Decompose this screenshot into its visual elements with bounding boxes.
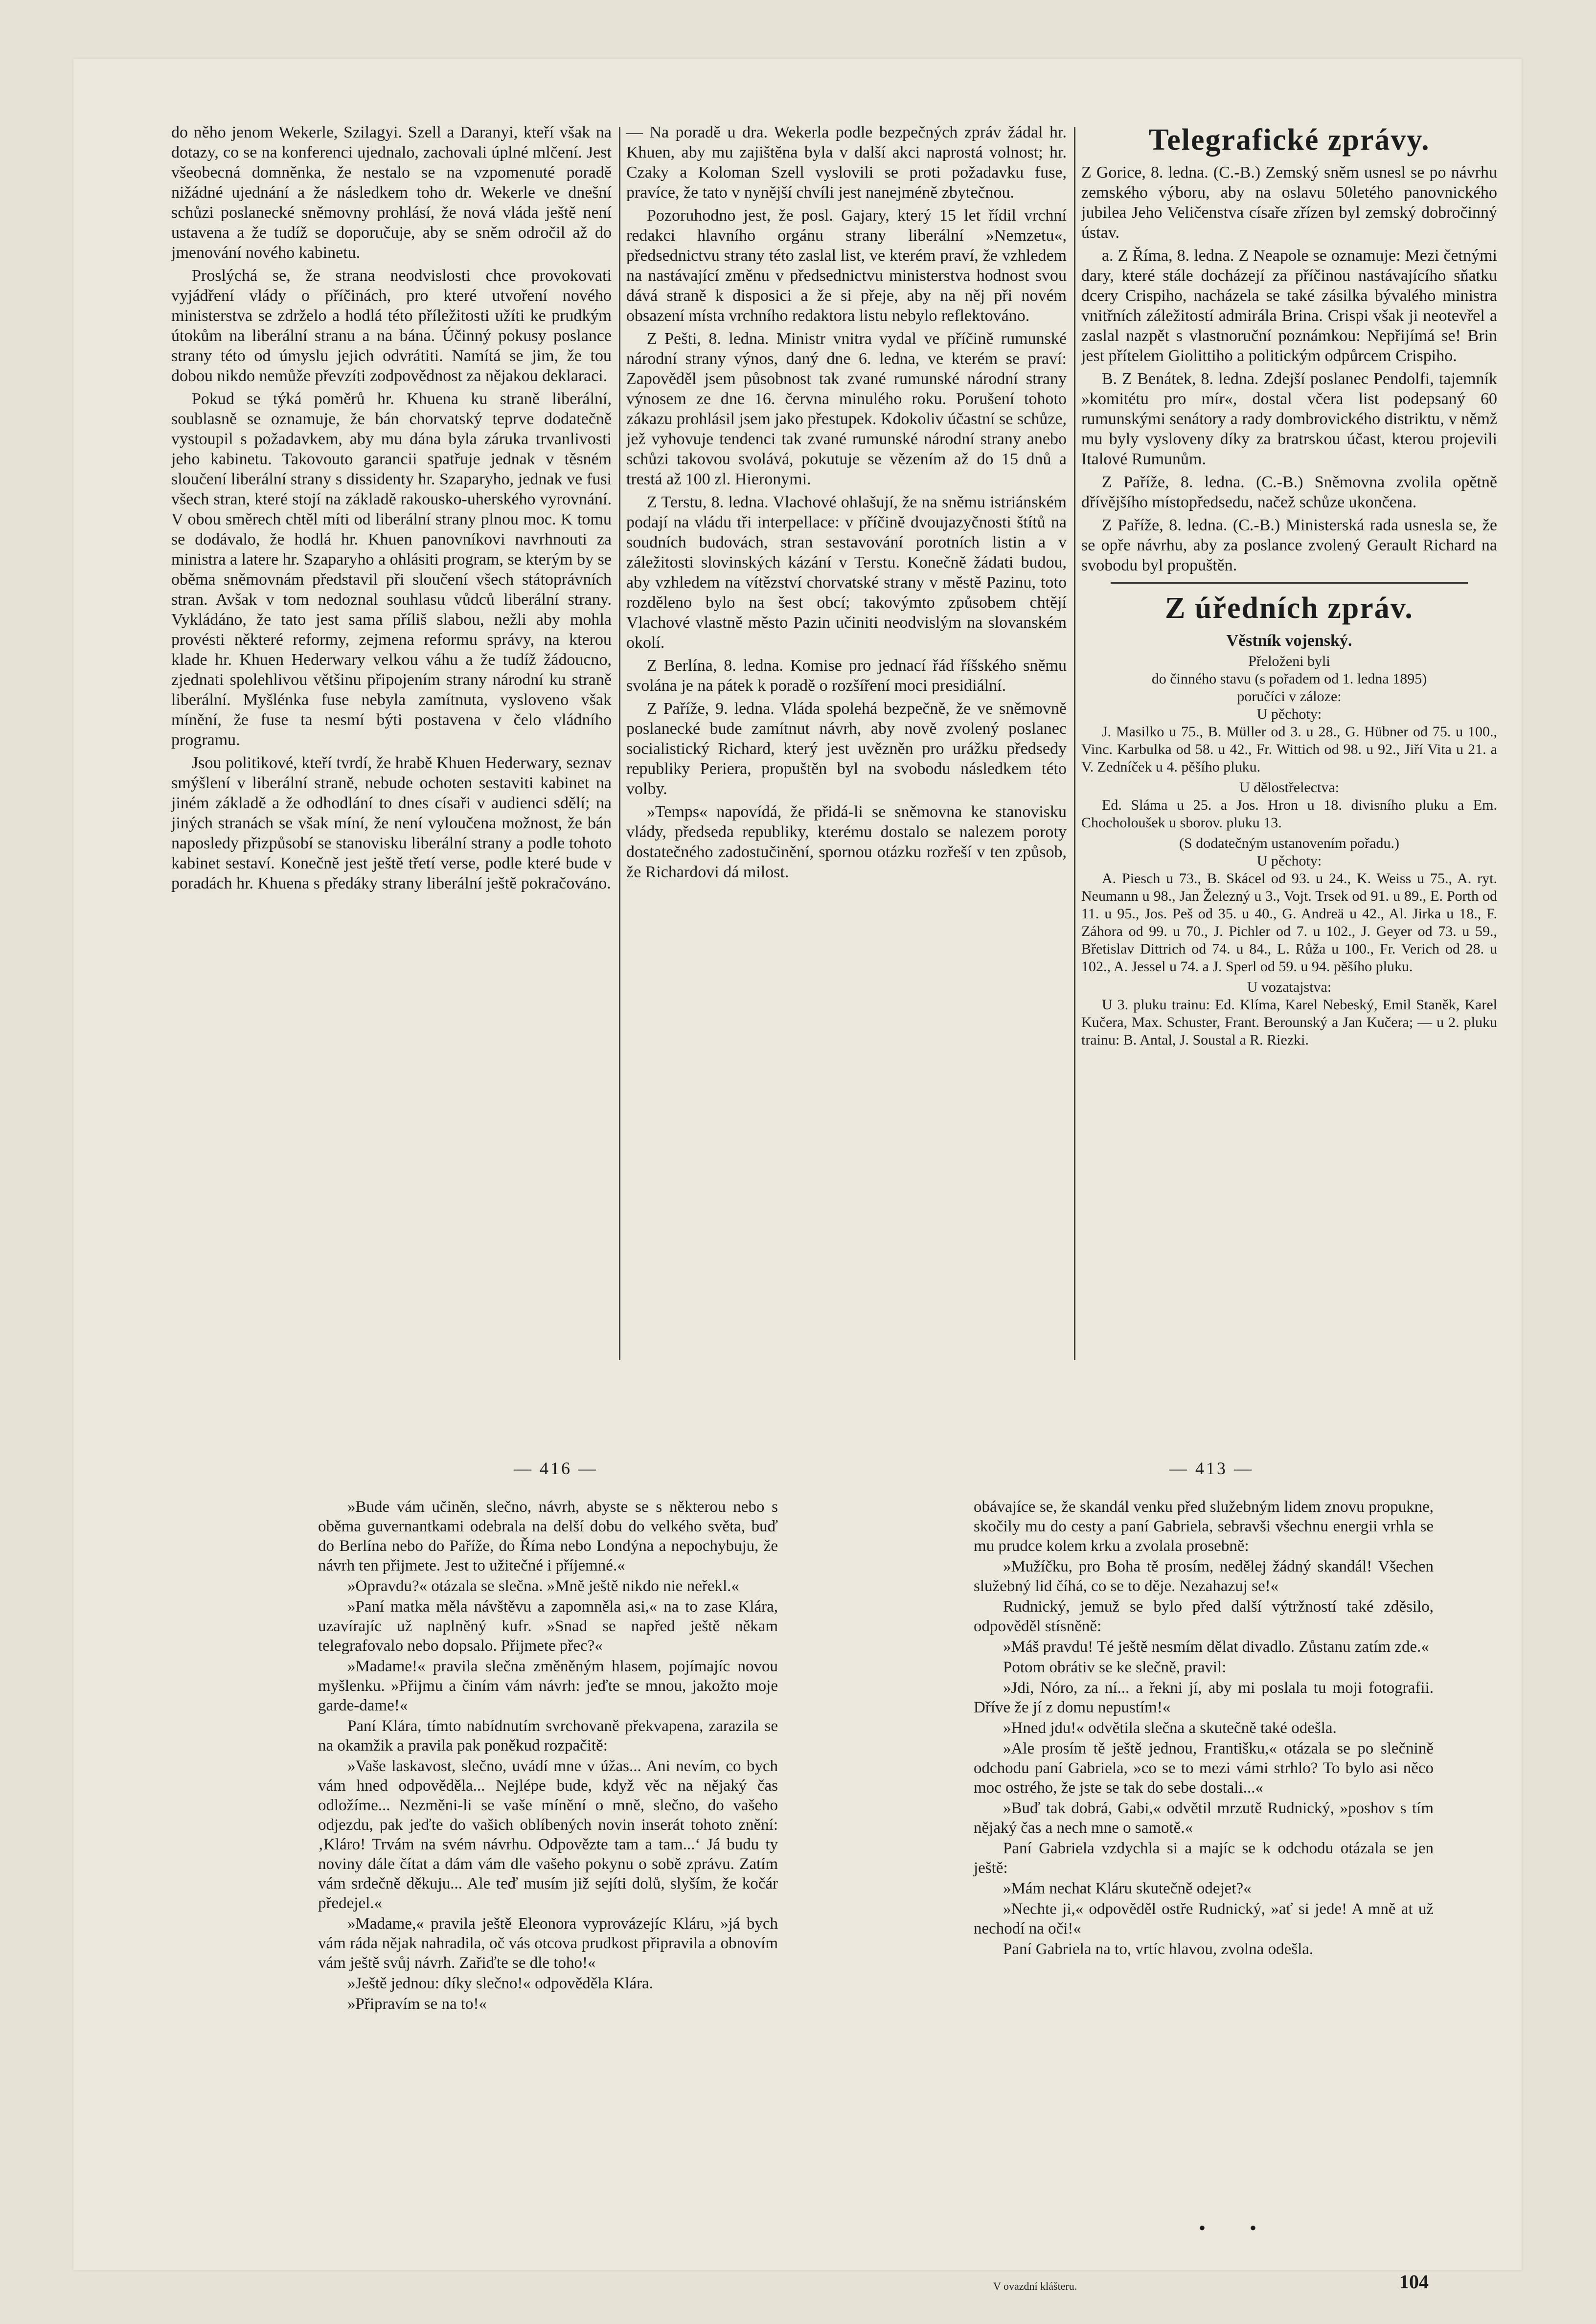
page-number-left: — 416 — [514,1458,598,1478]
story-paragraph: Paní Gabriela na to, vrtíc hlavou, zvolna odešla. [1003,1940,1314,1958]
roster-text: J. Masilko u 75., B. Müller od 3. u 28., G. Hübner od 75. u 100., Vinc. Karbulka od 58. u 42., Fr. Wittich od 98. u 92., Jiří Vita u 21. a V. Zedníček u 4. pěšího pluku. [1081,724,1497,775]
article-paragraph: do něho jenom Wekerle, Szilagyi. Szell a Daranyi, kteří však na dotazy, co se na konferenci ujednalo, zachovali úplné mlčení. Jest všeobecná domněnka, že nestalo se na vzpomenuté poradě nižádné ujednání a že následkem toho dr. Wekerle ve dnešní schůzi poslanecké sněmovny prohlásí, že nová vláda ještě není ustavena a že tudíž se doporučuje, aby se sněm odročil až do jmenování nového kabinetu. [171,123,612,262]
official-news-heading: Z úředních zpráv. [1165,592,1414,625]
roster-text: Ed. Sláma u 25. a Jos. Hron u 18. divisního pluku a Em. Chocholoušek u sborov. pluku 13. [1081,797,1497,831]
story-paragraph: »Hned jdu!« odvětila slečna a skutečně také odešla. [1003,1719,1337,1737]
transfer-intro: poručíci v záloze: [1237,688,1342,705]
story-paragraph: »Madame,« pravila ještě Eleonora vyprovázejíc Kláru, »já bych vám ráda nějak nahradila, oč vás otcova prudkost připravila a obnovím vám ještě svůj návrh. Zařiďte se dle toho!« [318,1915,778,1972]
article-paragraph: — Na poradě u dra. Wekerla podle bezpečných zpráv žádal hr. Khuen, aby mu zajištěna byla v další akci naprostá volnost; hr. Czaky a Koloman Szell vyslovili se proti požadavku fuse, pravíce, že tato v nynější chvíli jest nanejméně zbytečnou. [626,123,1067,202]
left-news-column [171,122,612,896]
roster-text: U 3. pluku trainu: Ed. Klíma, Karel Nebeský, Emil Staněk, Karel Kučera, Max. Schuster, Frant. Berounský a Jan Kučera; — u 2. pluku trainu: B. Antal, J. Soustal a R. Riezki. [1081,997,1497,1048]
telegraph-item: Z Gorice, 8. ledna. (C.-B.) Zemský sněm usnesl se po návrhu zemského výboru, aby na oslavu 50letého panovnického jubilea Jeho Veličenstva císaře zřízen byl zemský dobročinný ústav. [1081,163,1497,242]
transfer-intro: do činného stavu (s pořadem od 1. ledna 1895) [1151,671,1427,687]
section-divider [1111,582,1468,584]
article-paragraph: Jsou politikové, kteří tvrdí, že hrabě Khuen Hederwary, seznav smýšlení v liberální straně, nebude ochoten sestaviti kabinet na jiném základě a že odhodlání to dnes císaři v audienci sdělí; na jiných stranách se však míní, že není vyloučena možnost, že bán naposledy přizpůsobí se stanovisku liberální strany a podle tohoto kabinet sestaví. Konečně jest ještě třetí verse, podle které bude v poradách hr. Khuena s předáky strany liberální ještě pokračováno. [171,754,612,892]
story-paragraph: »Ještě jednou: díky slečno!« odpověděla Klára. [347,1975,653,1992]
story-paragraph: »Opravdu?« otázala se slečna. »Mně ještě nikdo nie neřekl.« [347,1577,739,1595]
story-paragraph: Potom obrátiv se ke slečně, pravil: [1003,1659,1227,1676]
story-paragraph: »Mám nechat Kláru skutečně odejet?« [1003,1880,1252,1897]
article-paragraph: Proslýchá se, že strana neodvislosti chce provokovati vyjádření vlády o příčinách, pro které utvoření nového ministerstva se zdrželo a hodlá této příležitosti užíti ke prudkým útokům na liberální stranu a na bána. Účinný pokusy poslance strany této od úmyslu jejich odvrátiti. Namítá se jim, že tou dobou nikdo nemůže převzíti zodpovědnost za nějakou deklaraci. [171,267,612,385]
story-paragraph: »Paní matka měla návštěvu a zapomněla asi,« na to zase Klára, uzavírajíc už naplněný kufr. »Snad se napřed ještě někam telegrafovalo nebo dopsalo. Přijmete přec?« [318,1598,778,1655]
ornament-dots: • • [1199,2217,1277,2239]
section-label: U pěchoty: [1256,706,1322,722]
serial-story-right [974,1497,1434,1960]
story-paragraph: Paní Klára, tímto nabídnutím svrchovaně překvapena, zarazila se na okamžik a pravila pak poněkud rozpačitě: [318,1717,778,1754]
story-paragraph: »Buď tak dobrá, Gabi,« odvětil mrzutě Rudnický, »poshov s tím nějaký čas a nech mne o samotě.« [974,1800,1434,1837]
folio-number: 104 [1399,2271,1429,2293]
story-paragraph: Rudnický, jemuž se bylo před další výtržností také zděsilo, odpověděl stísněně: [974,1598,1434,1635]
telegraph-item: Z Paříže, 8. ledna. (C.-B.) Sněmovna zvolila opětně dřívějšího místopředsedu, načež schůze ukončena. [1081,473,1497,511]
section-label: U pěchoty: [1256,853,1322,869]
story-paragraph: »Máš pravdu! Té ještě nesmím dělat divadlo. Zůstanu zatím zde.« [1003,1638,1429,1656]
page-number-right: — 413 — [1169,1458,1254,1478]
section-label: U dělostřelectva: [1239,779,1340,796]
article-paragraph: Z Terstu, 8. ledna. Vlachové ohlašují, že na sněmu istriánském podají na vládu tři interpellace: v příčině dvoujazyčnosti štítů na soudních budovách, stran sestavování porotních listin a v záležitosti slovinských kázání v Terstu. Konečně žádati budou, aby vzhledem na vítězství chorvatské strany v městě Pazinu, toto rozděleno bylo na šest obcí; takovýmto způsobem chtějí Vlachové vlastně město Pazin učiniti neodvislým na slovanském okolí. [626,493,1067,652]
story-paragraph: »Jdi, Nóro, za ní... a řekni jí, aby mi poslala tu moji fotografii. Dříve že jí z domu nepustím!« [974,1679,1434,1716]
column-divider [1074,127,1075,1360]
roster-text: A. Piesch u 73., B. Skácel od 93. u 24., K. Weiss u 75., A. ryt. Neumann u 98., Jan Železný u 3., Vojt. Trsek od 91. u 89., E. Porth od 11. u 95., Jos. Peš od 35. u 40., G. Andreä u 42., Al. Jirka u 18., F. Záhora od 99. u 70., J. Pichler od 7. u 102., J. Geyer od 73. u 59., Břetislav Dittrich od 74. u 84., L. Růža u 100., Fr. Verich od 28. u 102., A. Jessel u 74. a J. Sperl od 59. u 94. pěšího pluku. [1081,870,1497,975]
military-bulletin-subheading: Věstník vojenský. [1226,632,1352,650]
telegraph-heading: Telegrafické zprávy. [1148,123,1430,157]
telegraph-column [1081,122,1497,1052]
serial-story-left [318,1497,778,2015]
story-paragraph: Paní Gabriela vzdychla si a majíc se k odchodu otázala se jen ještě: [974,1840,1434,1877]
story-paragraph: »Ale prosím tě ještě jednou, Františku,« otázala se po slečnině odchodu paní Gabriela, »co se to mezi vámi strhlo? To bylo asi něco moc ostrého, že jste se tak do sebe dostali...« [974,1740,1434,1797]
article-paragraph: »Temps« napovídá, že přidá-li se sněmovna ke stanovisku vlády, předseda republiky, kterému dostalo se nalezem poroty dostatečného zadostučinění, spornou otázku rozřeší v ten způsob, že Richardovi dá milost. [626,803,1067,881]
telegraph-item: a. Z Říma, 8. ledna. Z Neapole se oznamuje: Mezi četnými dary, které stále docházejí za příčinou nastávajícího sňatku dcery Crispiho, nacházela se také zásilka bývalého ministra vnitřních záležitostí admirála Brina. Crispi však ji neotevřel a zaslal nazpět s vlastnoruční poznámkou: Nepřijímá se! Brin jest přítelem Giolittiho a politickým odpůrcem Crispiho. [1081,247,1497,365]
footer-note: V ovazdní klášteru. [993,2280,1077,2292]
article-paragraph: Z Paříže, 9. ledna. Vláda spolehá bezpečně, že ve sněmovně poslanecké bude zamítnut návrh, aby nově zvolený poslanec socialistický Richard, který jest uvězněn pro urážku předsedy republiky Periera, propuštěn byl na svobodu následkem této volby. [626,700,1067,798]
telegraph-item: B. Z Benátek, 8. ledna. Zdejší poslanec Pendolfi, tajemník »komitétu pro mír«, dostal včera list podepsaný 60 rumunskými senátory a rady dombrovického distriktu, v němž mu byly vysloveny díky za bratrskou účast, kterou projevili Italové Rumunům. [1081,370,1497,468]
story-paragraph: »Bude vám učiněn, slečno, návrh, abyste se s některou nebo s oběma guvernantkami odebrala na delší dobu do velkého světa, buď do Berlína nebo do Paříže, do Říma nebo Londýna a nepochybuju, že návrh ten přijmete. Jest to užitečné i příjemné.« [318,1498,778,1574]
roster-note: (S dodatečným ustanovením pořadu.) [1179,835,1399,851]
article-paragraph: Pokud se týká poměrů hr. Khuena ku straně liberální, soublasně se oznamuje, že bán chorvatský teprve dodatečně vystoupil s požadavkem, aby mu dána byla záruka trvanlivosti jeho kabinetu. Takovouto garancii spatřuje jednak v těsném sloučení liberální strany s dissidenty hr. Szaparyho, jednak ve fusi všech stran, které stojí na základě rakousko-uherského vyrovnání. V obou směrech chtěl míti od liberální strany plnou moc. K tomu se dodávalo, že hodlá hr. Khuen panovníkovi navrhnouti za ministra a latere hr. Szaparyho a ohlásiti program, se kterým by se oběma sněmovnám představil při sloučení všech státoprávních stran. Avšak v tom nedoznal souhlasu vůdců liberální strany. Vykládáno, že tato jest sama příliš slabou, nežli aby mohla provésti některé reformy, zejmena reformu správy, na kterou klade hr. Khuen Hederwary velkou váhu a že tudíž žádoucno, zjednati spolehlivou většinu připojením strany národní ku straně liberální. Myšlénka fuse nebyla zamítnuta, vysloveno však mínění, že fuse ta nesmí býti postavena v čelo vládního programu. [171,390,612,749]
transfer-intro: Přeloženi byli [1248,653,1330,669]
story-paragraph: »Připravím se na to!« [347,1995,487,2013]
column-divider [619,127,620,1360]
section-label: U vozatajstva: [1247,979,1332,995]
telegraph-item: Z Paříže, 8. ledna. (C.-B.) Ministerská rada usnesla se, že se opře návrhu, aby za poslance zvolený Gerault Richard na svobodu byl propuštěn. [1081,516,1497,574]
article-paragraph: Z Pešti, 8. ledna. Ministr vnitra vydal ve příčině rumunské národní strany výnos, daný dne 6. ledna, ve kterém se praví: Zapověděl jsem působnost tak zvané rumunské národní strany výnosem ze dne 16. června minulého roku. Porušení tohoto zákazu prohlásil jsem jako přestupek. Kdokoliv účastní se schůze, jež vyhovuje tendenci tak zvané rumunské národní strany anebo schůzi takovou svolává, pokutuje se vězením až do 15 dnů a trestá až 100 zl. Hieronymi. [626,330,1067,488]
article-paragraph: Z Berlína, 8. ledna. Komise pro jednací řád říšského sněmu svolána je na pátek k poradě o rozšíření moci presidiální. [626,657,1067,695]
middle-news-column [626,122,1067,885]
story-paragraph: »Nechte ji,« odpověděl ostře Rudnický, »ať si jede! A mně at už nechodí na oči!« [974,1900,1434,1937]
newspaper-page [73,59,1522,2293]
article-paragraph: Pozoruhodno jest, že posl. Gajary, který 15 let řídil vrchní redakci hlavního orgánu strany liberální »Nemzetu«, předsednictvu strany této zaslal list, ve kterém praví, že vzhledem na nastávající změnu v předsednictvu ministerstva hodnost svou dává straně k disposici a že si přeje, aby na něj při novém obsazení místa vrchního redaktora listu nebylo reflektováno. [626,206,1067,325]
story-paragraph: »Vaše laskavost, slečno, uvádí mne v úžas... Ani nevím, co bych vám hned odpověděla... Nejlépe bude, když věc na nějaký čas odložíme... Nezměni-li se vaše mínění o mně, slečno, do vašeho odjezdu, pak jeďte do vašich oblíbených novin inserát tohoto znění: ‚Kláro! Trvám na svém návrhu. Odpovězte tam a tam...‘ Já budu ty noviny dále čítat a dám vám dle vašeho pokynu o sobě zprávu. Zatím vám srdečně děkuju... Ale teď musím již sejíti dolů, slyším, že kočár předejel.« [318,1757,778,1912]
story-paragraph: obávajíce se, že skandál venku před služebným lidem znovu propukne, skočily mu do cesty a paní Gabriela, sebravši všechnu energii vrhla se mu prudce kolem krku a zvolala prosebně: [974,1498,1434,1555]
story-paragraph: »Mužíčku, pro Boha tě prosím, nedělej žádný skandál! Všechen služebný lid číhá, co se to děje. Nezahazuj se!« [974,1558,1434,1595]
story-paragraph: »Madame!« pravila slečna změněným hlasem, pojímajíc novou myšlenku. »Přijmu a činím vám návrh: jeďte se mnou, jakožto moje garde-dame!« [318,1658,778,1714]
